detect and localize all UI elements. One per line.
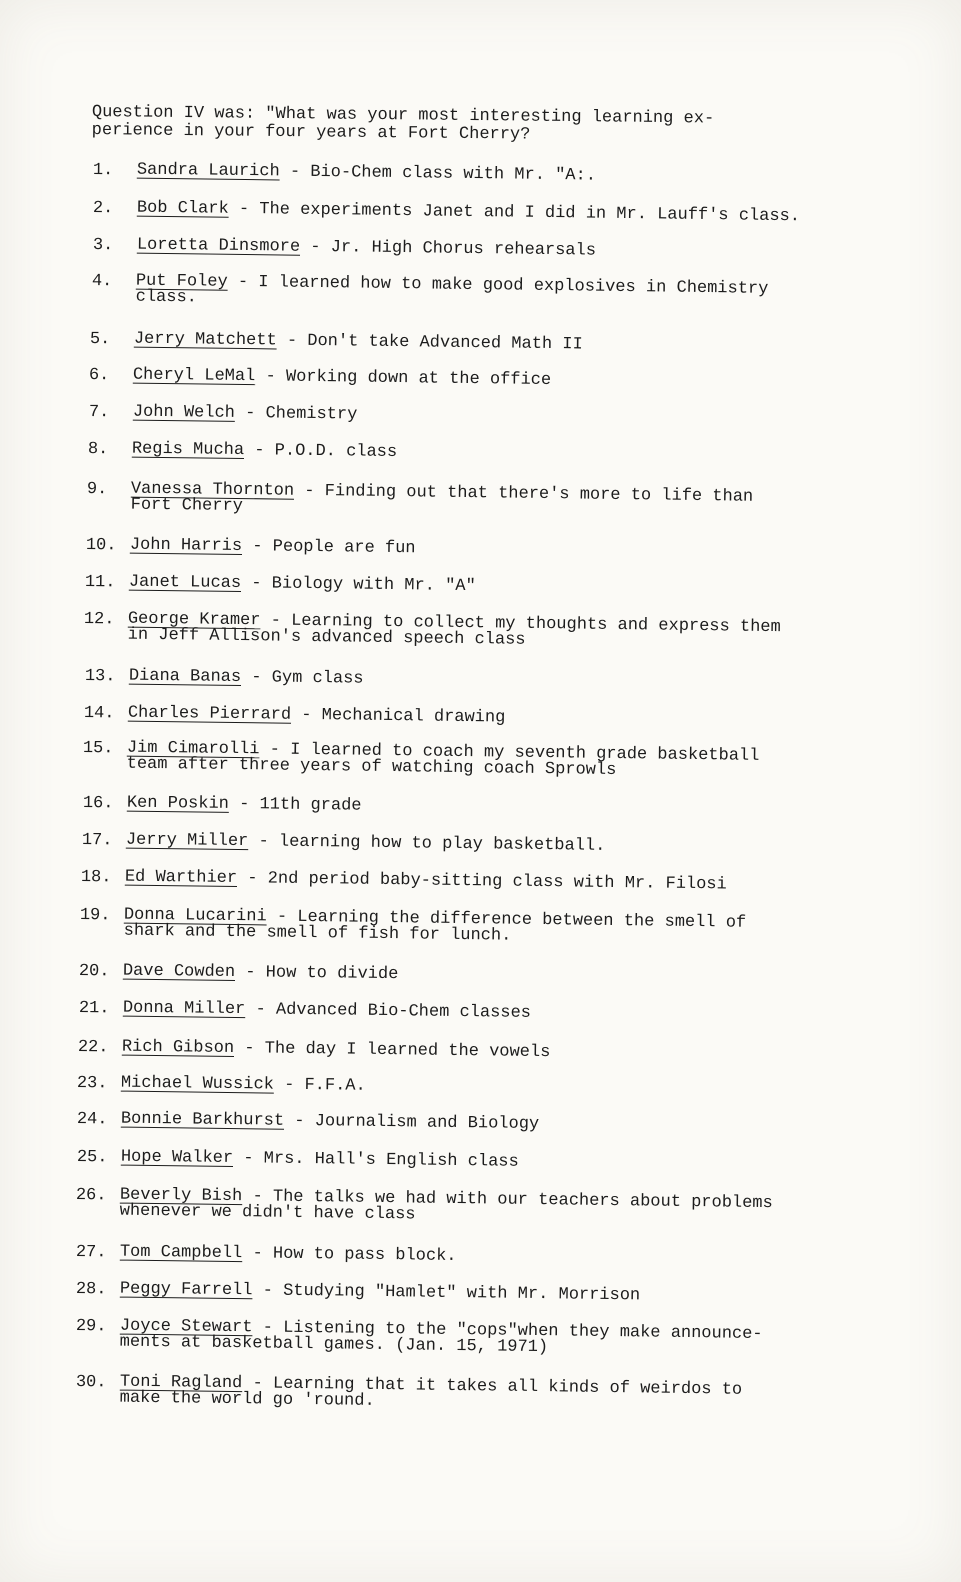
response-item [79,963,869,989]
item-body [119,1242,866,1271]
item-number: 28. [75,1280,107,1300]
item-body [122,998,869,1027]
item-number: 15. [82,739,114,759]
response-item [93,162,883,188]
response-item [82,832,872,858]
item-number: 14. [83,704,115,724]
item-number: 21. [78,999,110,1019]
response-text: - Mrs. Hall's English class [232,1149,519,1172]
response-text: - Gym class [240,668,364,689]
response-item [76,1374,866,1416]
item-number: 17. [81,831,113,851]
student-name: Beverly Bish [119,1185,243,1207]
response-text: - learning how to play basketball. [248,832,606,856]
student-name: Dave Cowden [122,961,236,983]
student-name: Michael Wussick [120,1073,275,1095]
question-heading: Question IV was: "What was your most interesting learning ex- perience in your four years at Fort Cherry? [91,103,715,145]
item-number: 11. [84,573,116,593]
student-name: Toni Ragland [119,1372,243,1394]
response-text: - Journalism and Biology [283,1111,540,1135]
item-number: 5. [89,330,111,350]
student-name: George Kramer [127,609,261,631]
response-item [93,237,883,263]
response-item [76,1281,866,1307]
student-name: Ken Poskin [126,793,230,814]
item-number: 24. [76,1110,108,1130]
response-item [80,907,870,949]
student-name: Janet Lucas [128,572,242,594]
item-number: 2. [92,199,114,219]
student-name: Donna Lucarini [123,905,267,927]
item-body [126,793,873,822]
student-name: Tom Campbell [119,1242,243,1264]
item-number: 4. [91,272,113,292]
response-item [81,869,871,895]
student-name: Vanessa Thornton [130,479,295,501]
student-name: John Welch [132,402,236,423]
response-item [83,795,873,821]
response-item [77,1149,867,1175]
student-name: Donna Miller [122,998,246,1020]
item-body [135,271,882,316]
response-item [79,1000,869,1026]
item-number: 6. [88,366,110,386]
response-item [83,740,873,782]
item-number: 29. [75,1317,107,1337]
response-item [77,1075,867,1101]
response-text: - I learned how to make good explosives in Chemistry class. [135,272,769,308]
response-text: - Biology with Mr. "A" [240,574,476,597]
item-number: 22. [77,1038,109,1058]
response-text: - I learned to coach my seventh grade basketball team after three years of watching coach Sprowls [126,740,760,780]
response-text: - The experiments Janet and I did in Mr. Lauff's class. [228,199,801,227]
item-body [136,235,883,264]
item-body [120,1109,867,1138]
item-number: 20. [78,962,110,982]
item-body [132,365,879,394]
student-name: Hope Walker [120,1147,234,1169]
student-name: Jerry Miller [125,830,249,852]
student-name: Bob Clark [136,198,229,219]
response-text: - F.F.A. [273,1075,366,1096]
item-body [120,1073,867,1102]
student-name: Put Foley [135,271,228,292]
response-text: - Listening to the "cops"when they make announce- ments at basketball games. (Jan. 15, 1971) [119,1318,763,1358]
student-name: Sandra Laurich [136,160,280,182]
item-body [119,1372,866,1417]
item-number: 27. [75,1243,107,1263]
item-body [123,905,870,950]
student-name: Jerry Matchett [133,329,277,351]
response-item [78,1039,868,1065]
item-number: 13. [84,667,116,687]
student-name: Peggy Farrell [119,1279,253,1301]
item-number: 8. [87,440,109,460]
response-text: - Jr. High Chorus rehearsals [299,237,597,261]
response-item [90,331,880,357]
item-body [126,738,873,783]
response-text: - How to pass block. [242,1244,457,1266]
response-item [92,273,882,315]
response-text: - Working down at the office [255,367,552,391]
response-item [89,404,879,430]
response-item [89,367,879,393]
item-number: 23. [76,1074,108,1094]
response-text: - Chemistry [234,403,358,425]
response-text: - How to divide [234,963,399,985]
item-body [136,198,883,227]
response-item [85,574,875,600]
item-number: 25. [76,1148,108,1168]
item-body [128,572,875,601]
response-item [76,1318,866,1360]
item-body [119,1185,866,1230]
response-text: - The day I learned the vowels [233,1039,551,1063]
item-number: 16. [82,794,114,814]
item-number: 7. [88,403,110,423]
response-item [77,1111,867,1137]
item-number: 19. [79,906,111,926]
item-body [124,867,871,896]
item-body [120,1147,867,1176]
response-item [93,200,883,226]
response-text: - Advanced Bio-Chem classes [245,1000,532,1023]
item-number: 9. [86,480,108,500]
response-item [84,611,874,653]
item-body [121,1037,868,1066]
item-body [129,535,876,564]
response-text: - Studying "Hamlet" with Mr. Morrison [252,1281,641,1306]
item-number: 3. [92,236,114,256]
student-name: Joyce Stewart [119,1316,253,1338]
item-body [125,830,872,859]
student-name: Loretta Dinsmore [136,235,301,257]
response-item [85,668,875,694]
item-body [119,1279,866,1308]
item-body [127,703,874,732]
response-item [87,481,877,523]
item-body [122,961,869,990]
item-body [136,160,883,189]
student-name: Rich Gibson [121,1037,235,1059]
item-number: 18. [80,868,112,888]
response-text: - Learning the difference between the smell of shark and the smell of fish for lunch. [123,907,747,946]
response-item [76,1244,866,1270]
response-item [84,705,874,731]
item-body [132,402,879,431]
student-name: John Harris [129,535,243,557]
student-name: Charles Pierrard [127,703,292,725]
item-body [127,609,874,654]
item-number: 1. [92,161,114,181]
response-text: - Mechanical drawing [290,705,506,728]
response-item [76,1187,866,1229]
response-text: - 11th grade [228,794,362,816]
item-number: 26. [75,1186,107,1206]
student-name: Regis Mucha [131,439,245,461]
item-body [119,1316,866,1361]
response-text: - The talks we had with our teachers about problems whenever we didn't have class [119,1187,773,1225]
response-text: - P.O.D. class [243,441,398,463]
item-body [130,479,877,524]
item-body [133,329,880,358]
item-number: 10. [85,536,117,556]
item-number: 30. [75,1373,107,1393]
response-text: - Learning to collect my thoughts and express them in Jeff Allison's advanced speech class [127,611,781,650]
response-text: - People are fun [241,537,416,559]
item-number: 12. [83,610,115,630]
response-text: - Don't take Advanced Math II [276,331,583,355]
student-name: Cheryl LeMal [132,365,256,387]
student-name: Diana Banas [128,666,242,688]
student-name: Bonnie Barkhurst [120,1109,285,1131]
response-text: - Bio-Chem class with Mr. "A:. [279,162,597,186]
student-name: Ed Warthier [124,867,238,889]
response-text: - Finding out that there's more to life than Fort Cherry [130,481,754,517]
response-item [88,441,878,467]
student-name: Jim Cimarolli [126,738,260,760]
response-text: - Learning that it takes all kinds of weirdos to make the world go 'round. [119,1374,743,1411]
response-item [86,537,876,563]
response-text: - 2nd period baby-sitting class with Mr. Filosi [236,869,727,895]
item-body [128,666,875,695]
item-body [131,439,878,468]
